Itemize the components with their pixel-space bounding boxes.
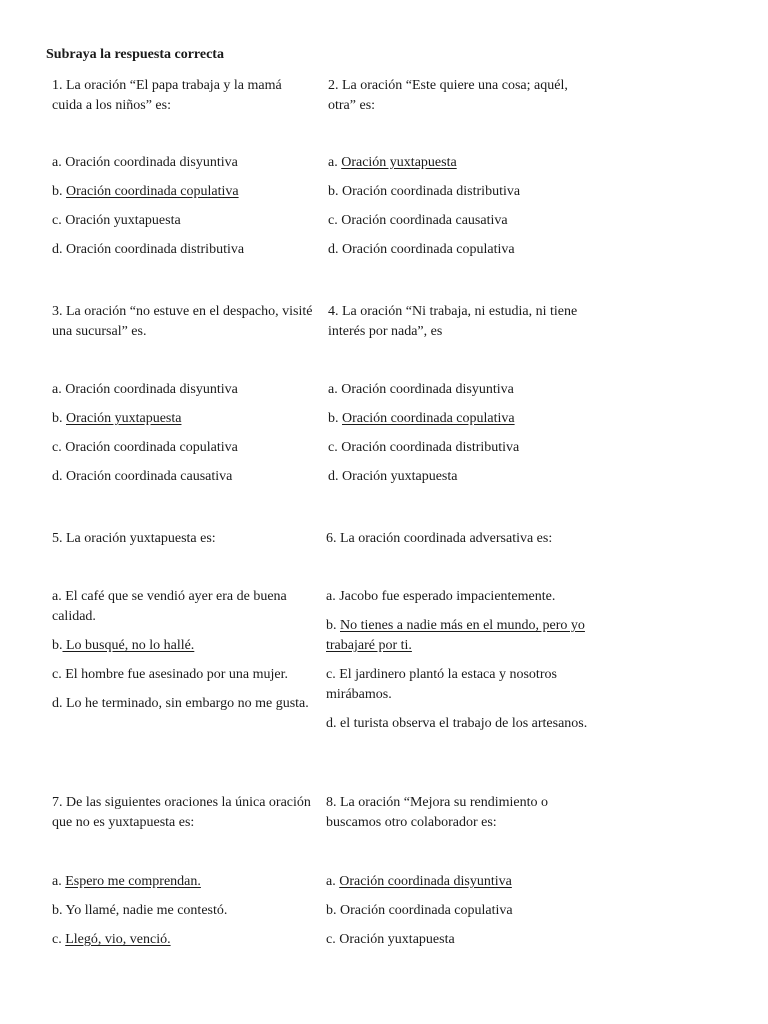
option-c[interactable]: c. Oración coordinada causativa [328, 213, 508, 228]
option-a[interactable]: a. Jacobo fue esperado impacientemente. [326, 589, 556, 604]
option-b[interactable]: b. Oración coordinada distributiva [328, 184, 521, 199]
options-list [52, 153, 314, 269]
option-a[interactable]: a. El café que se vendió ayer era de buena calidad. [52, 589, 287, 624]
question-2 [328, 76, 596, 257]
option-c[interactable]: c. Oración coordinada copulativa [52, 440, 238, 455]
question-stem: 1. La oración “El papa trabaja y la mamá cuida a los niños” es: [52, 78, 282, 113]
question-1 [52, 76, 314, 257]
option-d[interactable]: d. el turista observa el trabajo de los artesanos. [326, 716, 588, 731]
option-a[interactable]: a. Oración coordinada disyuntiva [328, 382, 514, 397]
option-c[interactable]: c. El jardinero plantó la estaca y nosotros mirábamos. [326, 667, 557, 702]
options-list [326, 587, 594, 743]
question-stem: 2. La oración “Este quiere una cosa; aquél, otra” es: [328, 78, 568, 113]
option-b[interactable]: b. Oración coordinada copulativa [326, 903, 513, 918]
question-3 [52, 302, 314, 484]
question-stem: 5. La oración yuxtapuesta es: [52, 531, 216, 546]
option-b[interactable]: b. Oración coordinada copulativa [52, 184, 239, 199]
option-d[interactable]: d. Oración coordinada distributiva [52, 242, 245, 257]
question-5 [52, 529, 314, 711]
option-c[interactable]: c. Oración coordinada distributiva [328, 440, 520, 455]
option-d[interactable]: d. Lo he terminado, sin embargo no me gusta. [52, 696, 309, 711]
option-d[interactable]: d. Oración coordinada causativa [52, 469, 233, 484]
question-4 [328, 302, 596, 484]
options-list [328, 153, 596, 269]
page-title: Subraya la respuesta correcta [46, 47, 224, 62]
option-c[interactable]: c. Llegó, vio, venció. [52, 932, 171, 947]
options-list [52, 872, 314, 959]
option-d[interactable]: d. Oración yuxtapuesta [328, 469, 458, 484]
option-b[interactable]: b. No tienes a nadie más en el mundo, pero yo trabajaré por ti. [326, 618, 585, 653]
question-stem: 3. La oración “no estuve en el despacho, visité una sucursal” es. [52, 304, 313, 339]
option-c[interactable]: c. Oración yuxtapuesta [326, 932, 455, 947]
option-a[interactable]: a. Oración coordinada disyuntiva [52, 155, 238, 170]
option-c[interactable]: c. El hombre fue asesinado por una mujer. [52, 667, 288, 682]
options-list [328, 380, 596, 496]
option-b[interactable]: b. Oración yuxtapuesta [52, 411, 182, 426]
option-d[interactable]: d. Oración coordinada copulativa [328, 242, 515, 257]
option-b[interactable]: b. Lo busqué, no lo hallé. [52, 638, 195, 653]
options-list [52, 587, 314, 723]
question-stem: 8. La oración “Mejora su rendimiento o buscamos otro colaborador es: [326, 795, 548, 830]
question-6 [326, 529, 594, 731]
option-b[interactable]: b. Oración coordinada copulativa [328, 411, 515, 426]
options-list [326, 872, 594, 959]
options-list [52, 380, 314, 496]
question-stem: 6. La oración coordinada adversativa es: [326, 531, 553, 546]
option-a[interactable]: a. Oración coordinada disyuntiva [52, 382, 238, 397]
question-stem: 7. De las siguientes oraciones la única oración que no es yuxtapuesta es: [52, 795, 311, 830]
option-a[interactable]: a. Oración coordinada disyuntiva [326, 874, 512, 889]
option-b[interactable]: b. Yo llamé, nadie me contestó. [52, 903, 228, 918]
option-c[interactable]: c. Oración yuxtapuesta [52, 213, 181, 228]
question-8 [326, 793, 594, 947]
question-7 [52, 793, 314, 947]
option-a[interactable]: a. Espero me comprendan. [52, 874, 201, 889]
question-stem: 4. La oración “Ni trabaja, ni estudia, ni tiene interés por nada”, es [328, 304, 578, 339]
option-a[interactable]: a. Oración yuxtapuesta [328, 155, 457, 170]
